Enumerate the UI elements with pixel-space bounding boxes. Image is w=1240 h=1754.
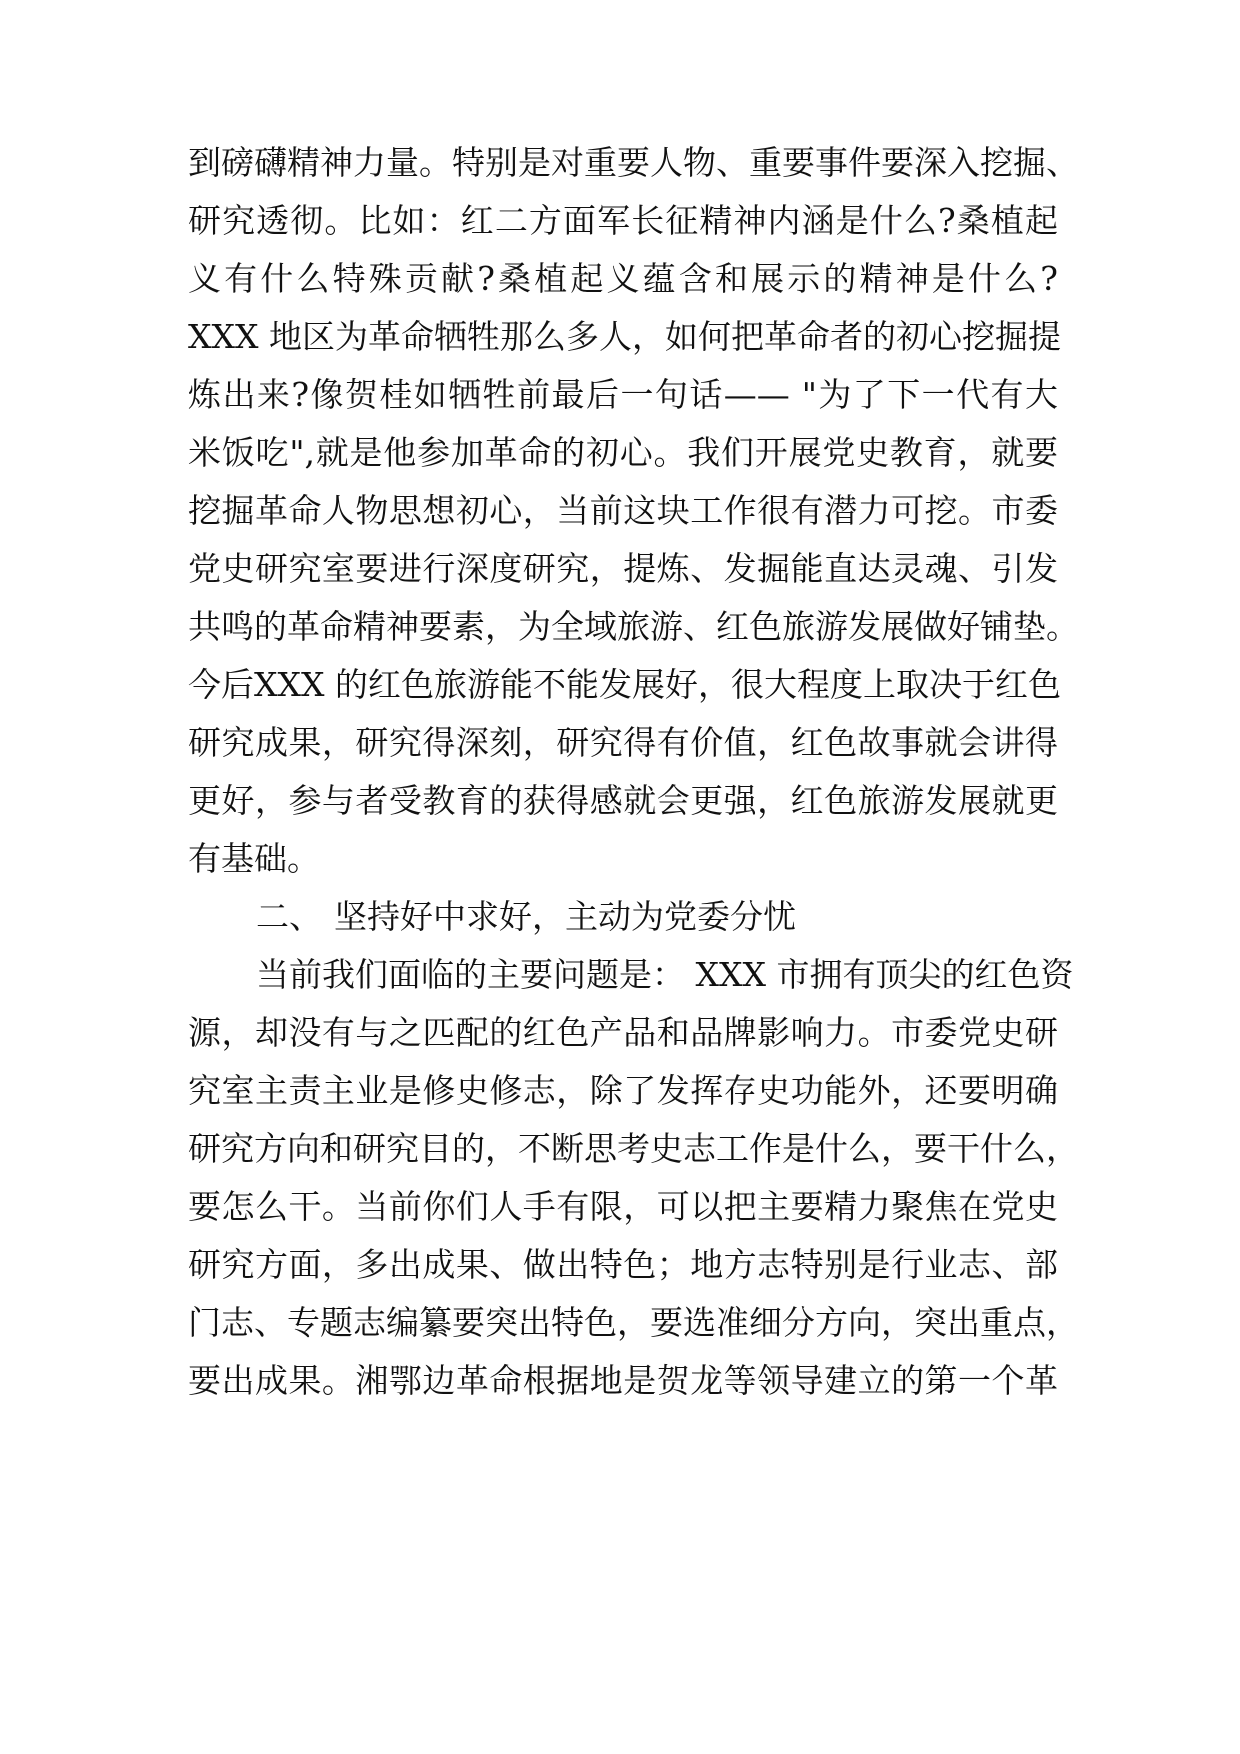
text-line: 研究成果，研究得深刻，研究得有价值，红色故事就会讲得: [188, 723, 1058, 762]
section-title: 坚持好中求好，主动为党委分忧: [334, 897, 796, 936]
text-line: 党史研究室要进行深度研究，提炼、发掘能直达灵魂、引发: [188, 549, 1058, 588]
text-line: 源，却没有与之匹配的红色产品和品牌影响力。市委党史研: [188, 1013, 1058, 1052]
section-heading: [188, 888, 1058, 946]
text-line: 门志、专题志编纂要突出特色，要选准细分方向，突出重点，: [188, 1303, 1079, 1342]
text-line: 到磅礴精神力量。特别是对重要人物、重要事件要深入挖掘、: [188, 143, 1079, 182]
text-line: 有基础。: [188, 839, 320, 878]
text-line: 今后XXX 的红色旅游能不能发展好，很大程度上取决于红色: [188, 665, 1061, 704]
section-number: 二、: [256, 897, 322, 936]
paragraph-continuation: [188, 134, 1079, 888]
text-line: XXX 地区为革命牺牲那么多人，如何把革命者的初心挖掘提: [188, 317, 1061, 356]
text-line: 当前我们面临的主要问题是： XXX 市拥有顶尖的红色资: [256, 955, 1074, 994]
text-line: 研究方向和研究目的，不断思考史志工作是什么，要干什么，: [188, 1129, 1079, 1168]
text-line: 炼出来?像贺桂如牺牲前最后一句话—— "为了下一代有大: [188, 375, 1058, 414]
text-line: 共鸣的革命精神要素，为全域旅游、红色旅游发展做好铺垫。: [188, 607, 1079, 646]
text-line: 更好，参与者受教育的获得感就会更强，红色旅游发展就更: [188, 781, 1058, 820]
text-line: 研究方面，多出成果、做出特色；地方志特别是行业志、部: [188, 1245, 1058, 1284]
document-body: [188, 134, 1079, 1410]
text-line: 挖掘革命人物思想初心，当前这块工作很有潜力可挖。市委: [188, 491, 1058, 530]
text-line: 研究透彻。比如：红二方面军长征精神内涵是什么?桑植起: [188, 201, 1058, 240]
text-line: 米饭吃",就是他参加革命的初心。我们开展党史教育，就要: [188, 433, 1058, 472]
text-line: 义有什么特殊贡献?桑植起义蕴含和展示的精神是什么?: [188, 259, 1058, 298]
text-line: 要怎么干。当前你们人手有限，可以把主要精力聚焦在党史: [188, 1187, 1058, 1226]
paragraph: [188, 946, 1079, 1410]
text-line: 究室主责主业是修史修志，除了发挥存史功能外，还要明确: [188, 1071, 1058, 1110]
text-line: 要出成果。湘鄂边革命根据地是贺龙等领导建立的第一个革: [188, 1361, 1058, 1400]
